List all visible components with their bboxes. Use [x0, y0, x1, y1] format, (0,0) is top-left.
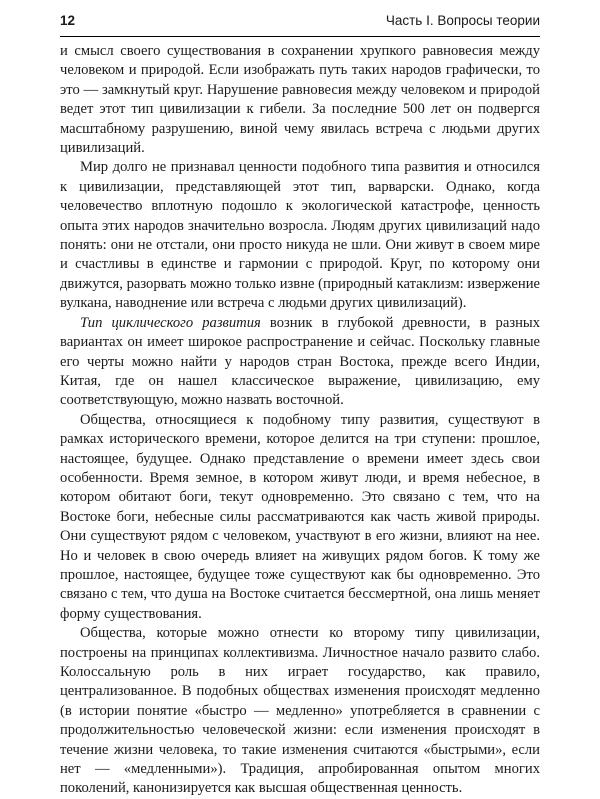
paragraph-text: возник в глубокой древности, в разных вариантах он имеет широкое распространение и сейчас. Поскольку главные его черты можно найти у народов стран Востока, прежде всего Индии, Китая, где он нашел классическое выражение, цивилизацию, ему соответствующую, можно назвать восточной. — [60, 314, 540, 409]
running-head — [60, 10, 540, 37]
section-title: Часть I. Вопросы теории — [385, 13, 540, 28]
paragraph — [60, 42, 540, 158]
paragraph-text: Мир долго не признавал ценности подобного типа развития и относился к цивилизации, представляющей этот тип, варварски. Однако, когда человечество вплотную подошло к экологической катастрофе, ценность опыта этих народов значительно возросла. Людям других цивилизаций надо понять: они не отстали, они просто никуда не шли. Они живут в своем мире и счастливы в единстве и гармонии с природой. Круг, по которому они движутся, разорвать можно только извне (природный катаклизм: извержение вулкана, наводнение или встреча с людьми других цивилизаций). — [60, 159, 540, 312]
paragraph — [60, 314, 540, 411]
page-number: 12 — [60, 13, 76, 28]
paragraph — [60, 411, 540, 624]
paragraph — [60, 158, 540, 313]
paragraph-text: Общества, относящиеся к подобному типу развития, существуют в рамках исторического времени, которое делится на три ступени: прошлое, настоящее, будущее. Однако представление о времени имеет здесь свои особенности. Время земное, в котором живут люди, и время небесное, в котором обитают боги, текут одновременно. Это связано с тем, что на Востоке боги, небесные силы рассматриваются как часть живой природы. Они существуют рядом с человеком, участвуют в его жизни, влияют на нее. Но и человек в свою очередь влияет на живущих рядом богов. К тому же прошлое, настоящее, будущее тоже существуют как бы одновременно. Это связано с тем, что душа на Востоке считается бессмертной, она лишь меняет форму существования. — [60, 411, 540, 622]
body-text — [60, 42, 540, 799]
paragraph-text: и смысл своего существования в сохранении хрупкого равновесия между человеком и природой. Если изображать путь таких народов графически, то это — замкнутый круг. Нарушение равновесия между человеком и природой ведет этот тип цивилизации к гибели. За последние 500 лет он подвергся масштабному разрушению, виной чему явилась встреча с людьми других цивилизаций. — [60, 43, 540, 157]
paragraph-lead-term: Тип циклического развития — [80, 314, 261, 331]
paragraph — [60, 624, 540, 799]
paragraph-text: Общества, которые можно отнести ко второму типу цивилизации, построены на принципах коллективизма. Личностное начало развито слабо. Колоссальную роль в них играет государство, как правило, централизованное. В подобных обществах изменения происходят медленно (в истории понятие «быстро — медленно» употребляется в сравнении с продолжительностью человеческой жизни: если изменения происходят в течение жизни человека, то такие изменения считаются «быстрыми», если нет — «медленными»). Традиция, апробированная опытом многих поколений, канонизируется как высшая общественная ценность. — [60, 625, 540, 797]
